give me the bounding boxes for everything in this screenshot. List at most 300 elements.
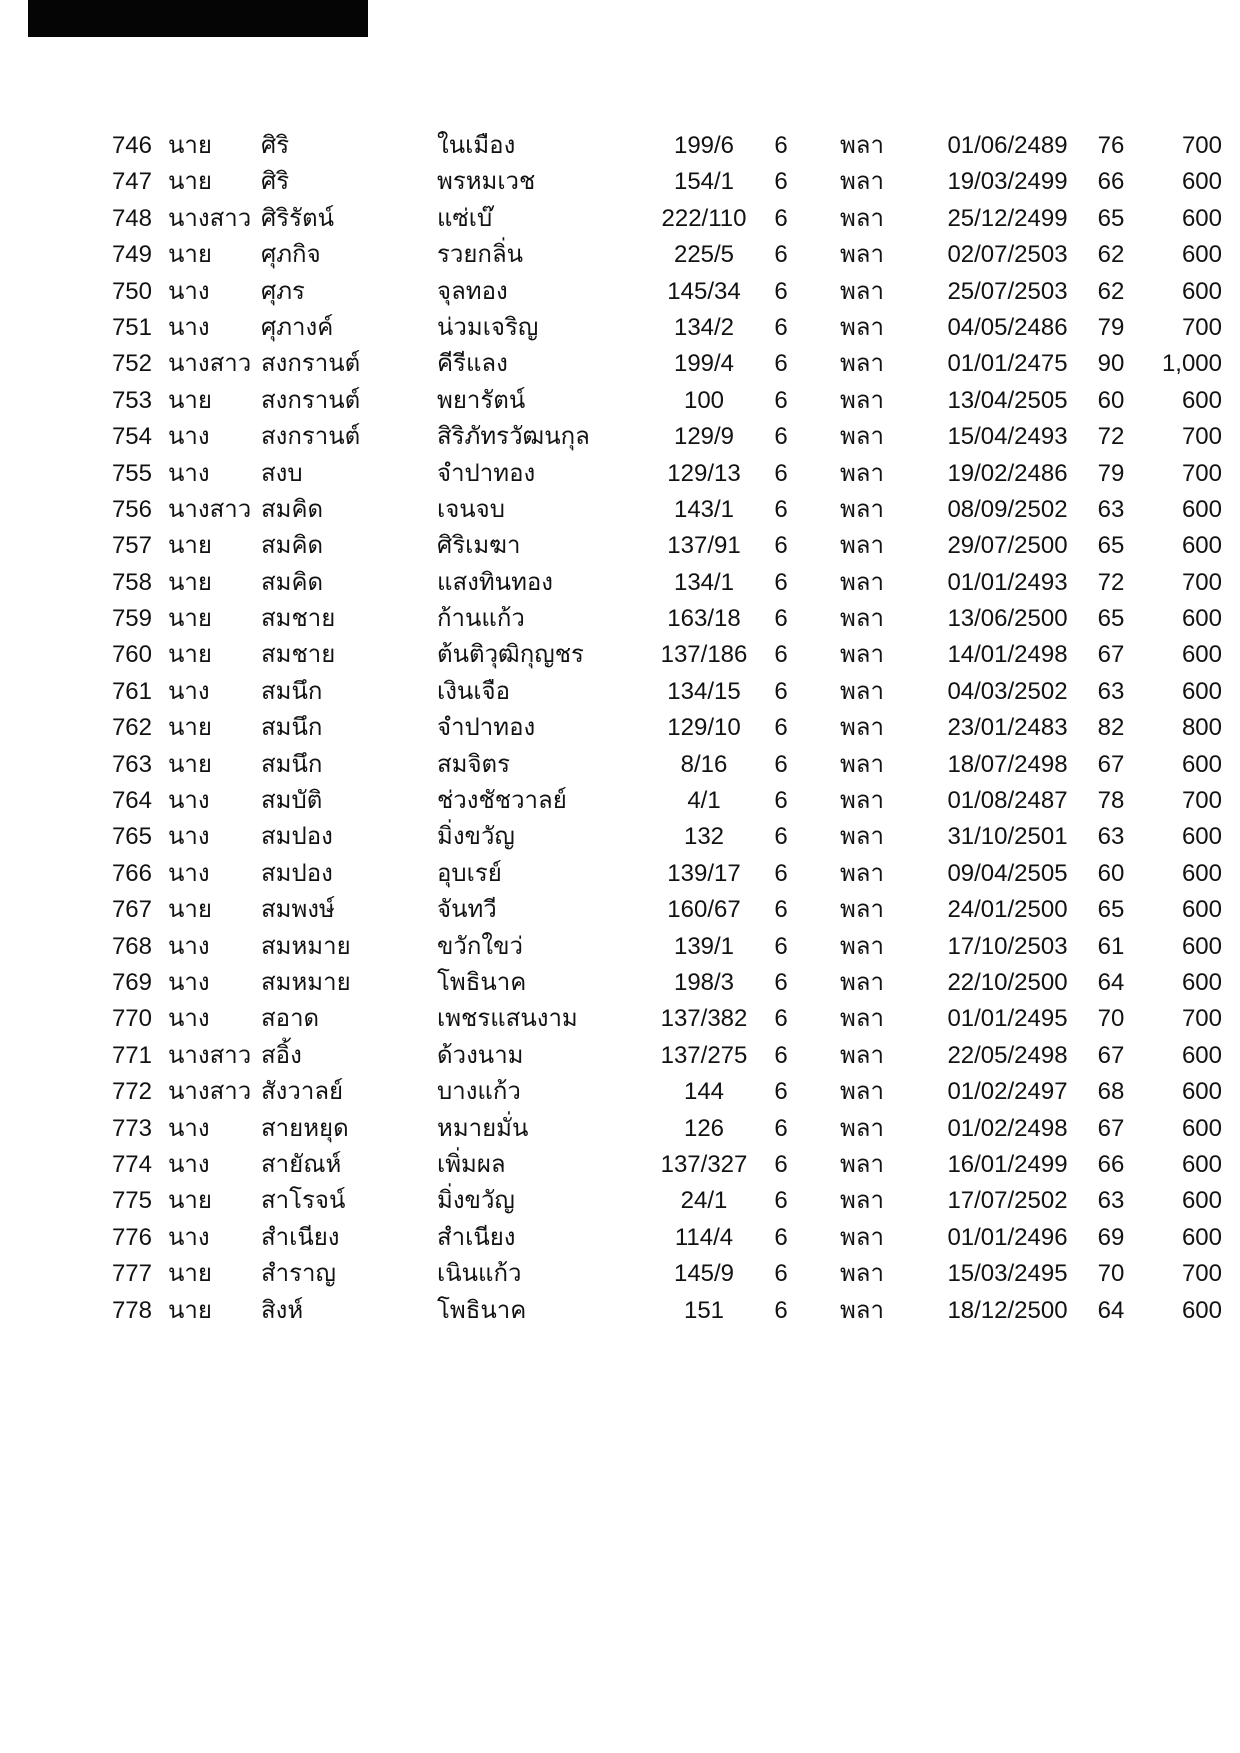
table-row <box>90 1183 1222 1219</box>
cell-subdistrict: พลา <box>839 1260 884 1288</box>
cell-age: 72 <box>1097 423 1125 451</box>
cell-first_name: สมพงษ์ <box>261 896 335 924</box>
cell-age: 70 <box>1097 1260 1125 1288</box>
cell-title: นาย <box>168 714 212 742</box>
cell-title: นาง <box>168 968 210 996</box>
cell-amount: 600 <box>1181 1078 1222 1106</box>
cell-last_name: สิริภัทรวัฒนกุล <box>437 423 590 451</box>
cell-first_name: ศุภางค์ <box>261 313 334 341</box>
cell-amount: 600 <box>1181 750 1222 778</box>
cell-moo: 6 <box>774 168 788 196</box>
table-row <box>90 164 1222 200</box>
cell-moo: 6 <box>774 896 788 924</box>
cell-row_no: 764 <box>111 787 152 815</box>
cell-title: นาย <box>168 605 212 633</box>
cell-birth_date: 01/01/2493 <box>947 568 1068 596</box>
cell-age: 82 <box>1097 714 1125 742</box>
table-row <box>90 892 1222 928</box>
cell-address_no: 163/18 <box>667 605 741 633</box>
cell-amount: 700 <box>1181 423 1222 451</box>
cell-moo: 6 <box>774 605 788 633</box>
cell-subdistrict: พลา <box>839 968 884 996</box>
cell-moo: 6 <box>774 132 788 159</box>
cell-subdistrict: พลา <box>839 241 884 269</box>
cell-address_no: 137/91 <box>667 532 741 560</box>
cell-amount: 600 <box>1181 495 1222 523</box>
cell-birth_date: 01/02/2498 <box>947 1114 1068 1142</box>
cell-moo: 6 <box>774 968 788 996</box>
cell-last_name: เนินแก้ว <box>437 1260 522 1288</box>
cell-moo: 6 <box>774 823 788 851</box>
cell-last_name: อุบเรย์ <box>437 859 502 887</box>
cell-last_name: ศิริเมฆา <box>437 532 521 560</box>
cell-last_name: หมายมั่น <box>437 1114 529 1142</box>
cell-amount: 600 <box>1181 204 1222 232</box>
cell-amount: 600 <box>1181 1041 1222 1069</box>
table-row <box>90 383 1222 419</box>
cell-age: 90 <box>1097 350 1125 378</box>
cell-address_no: 145/34 <box>667 277 741 305</box>
cell-birth_date: 01/01/2475 <box>947 350 1068 378</box>
cell-age: 76 <box>1097 132 1125 159</box>
cell-first_name: สมนึก <box>261 677 323 705</box>
cell-subdistrict: พลา <box>839 495 884 523</box>
cell-subdistrict: พลา <box>839 1223 884 1251</box>
cell-address_no: 100 <box>683 386 725 414</box>
cell-address_no: 199/4 <box>673 350 735 378</box>
cell-birth_date: 04/03/2502 <box>947 677 1068 705</box>
cell-row_no: 752 <box>111 350 152 378</box>
cell-moo: 6 <box>774 1187 788 1215</box>
cell-age: 63 <box>1097 1187 1125 1215</box>
cell-last_name: ด้วงนาม <box>437 1041 524 1069</box>
cell-amount: 700 <box>1181 787 1222 815</box>
cell-last_name: เงินเจือ <box>437 677 511 705</box>
cell-birth_date: 18/07/2498 <box>947 750 1068 778</box>
cell-last_name: จำปาทอง <box>437 714 536 742</box>
cell-title: นาง <box>168 313 210 341</box>
table-row <box>90 929 1222 965</box>
cell-first_name: สมปอง <box>261 823 333 851</box>
table-row <box>90 1147 1222 1183</box>
cell-last_name: ต้นติวุฒิกุญชร <box>437 641 584 669</box>
cell-title: นาง <box>168 823 210 851</box>
cell-moo: 6 <box>774 1260 788 1288</box>
cell-birth_date: 13/06/2500 <box>947 605 1068 633</box>
cell-subdistrict: พลา <box>839 1041 884 1069</box>
table-row <box>90 856 1222 892</box>
cell-title: นาย <box>168 750 212 778</box>
cell-row_no: 771 <box>111 1041 152 1069</box>
cell-first_name: สมคิด <box>261 568 324 596</box>
cell-subdistrict: พลา <box>839 714 884 742</box>
cell-title: นาย <box>168 1187 212 1215</box>
cell-last_name: พรหมเวช <box>437 168 536 196</box>
cell-age: 65 <box>1097 896 1125 924</box>
table-row <box>90 674 1222 710</box>
cell-first_name: สมคิด <box>261 495 324 523</box>
cell-title: นาย <box>168 568 212 596</box>
scan-artifact-black-bar <box>28 0 368 37</box>
cell-subdistrict: พลา <box>839 313 884 341</box>
cell-address_no: 114/4 <box>674 1223 734 1251</box>
cell-moo: 6 <box>774 495 788 523</box>
cell-subdistrict: พลา <box>839 1114 884 1142</box>
cell-first_name: สมนึก <box>261 714 323 742</box>
cell-title: นาย <box>168 168 212 196</box>
cell-age: 67 <box>1097 641 1125 669</box>
cell-age: 63 <box>1097 495 1125 523</box>
cell-row_no: 754 <box>111 423 152 451</box>
cell-subdistrict: พลา <box>839 459 884 487</box>
cell-age: 62 <box>1097 277 1125 305</box>
cell-birth_date: 15/03/2495 <box>947 1260 1068 1288</box>
cell-address_no: 8/16 <box>680 750 728 778</box>
cell-amount: 700 <box>1181 459 1222 487</box>
cell-row_no: 755 <box>111 459 152 487</box>
cell-amount: 700 <box>1181 132 1222 159</box>
cell-address_no: 24/1 <box>680 1187 728 1215</box>
cell-moo: 6 <box>774 641 788 669</box>
cell-row_no: 761 <box>111 677 152 705</box>
cell-age: 72 <box>1097 568 1125 596</box>
cell-amount: 700 <box>1181 1260 1222 1288</box>
cell-subdistrict: พลา <box>839 605 884 633</box>
cell-subdistrict: พลา <box>839 423 884 451</box>
cell-age: 66 <box>1097 168 1125 196</box>
cell-first_name: สายหยุด <box>261 1114 349 1142</box>
cell-birth_date: 09/04/2505 <box>947 859 1068 887</box>
cell-address_no: 132 <box>683 823 725 851</box>
cell-age: 66 <box>1097 1150 1125 1178</box>
cell-moo: 6 <box>774 568 788 596</box>
cell-first_name: สมนึก <box>261 750 323 778</box>
cell-age: 63 <box>1097 677 1125 705</box>
cell-title: นาย <box>168 1260 212 1288</box>
cell-moo: 6 <box>774 277 788 305</box>
cell-first_name: สงกรานต์ <box>261 350 361 378</box>
cell-last_name: เจนจบ <box>437 495 505 523</box>
cell-title: นาง <box>168 277 210 305</box>
cell-moo: 6 <box>774 1078 788 1106</box>
cell-birth_date: 17/07/2502 <box>947 1187 1068 1215</box>
cell-first_name: สงบ <box>261 459 303 487</box>
cell-title: นาง <box>168 1114 210 1142</box>
cell-moo: 6 <box>774 750 788 778</box>
cell-first_name: สิงห์ <box>261 1296 304 1324</box>
cell-first_name: สมหมาย <box>261 968 351 996</box>
cell-title: นางสาว <box>168 204 252 232</box>
cell-row_no: 759 <box>111 605 152 633</box>
table-row <box>90 419 1222 455</box>
cell-row_no: 768 <box>111 932 152 960</box>
cell-subdistrict: พลา <box>839 787 884 815</box>
cell-birth_date: 25/12/2499 <box>947 204 1068 232</box>
table-row <box>90 310 1222 346</box>
cell-birth_date: 01/02/2497 <box>947 1078 1068 1106</box>
cell-moo: 6 <box>774 787 788 815</box>
cell-title: นางสาว <box>168 350 252 378</box>
cell-title: นาย <box>168 386 212 414</box>
cell-age: 69 <box>1097 1223 1125 1251</box>
cell-birth_date: 23/01/2483 <box>947 714 1068 742</box>
cell-address_no: 145/9 <box>673 1260 735 1288</box>
table-row <box>90 528 1222 564</box>
table-row <box>90 1256 1222 1292</box>
cell-address_no: 154/1 <box>673 168 735 196</box>
cell-first_name: สอาด <box>261 1005 320 1033</box>
cell-address_no: 151 <box>683 1296 725 1324</box>
cell-amount: 700 <box>1181 313 1222 341</box>
cell-first_name: สาโรจน์ <box>261 1187 346 1215</box>
cell-address_no: 134/1 <box>673 568 735 596</box>
cell-subdistrict: พลา <box>839 168 884 196</box>
cell-title: นาง <box>168 423 210 451</box>
cell-moo: 6 <box>774 1150 788 1178</box>
cell-row_no: 772 <box>111 1078 152 1106</box>
cell-subdistrict: พลา <box>839 386 884 414</box>
cell-amount: 600 <box>1181 859 1222 887</box>
cell-age: 65 <box>1097 204 1125 232</box>
cell-row_no: 748 <box>111 204 152 232</box>
cell-amount: 600 <box>1181 532 1222 560</box>
cell-first_name: สอิ้ง <box>261 1041 302 1069</box>
cell-first_name: สงกรานต์ <box>261 423 361 451</box>
cell-row_no: 769 <box>111 968 152 996</box>
cell-last_name: ก้านแก้ว <box>437 605 525 633</box>
cell-birth_date: 14/01/2498 <box>947 641 1068 669</box>
cell-row_no: 756 <box>111 495 152 523</box>
cell-subdistrict: พลา <box>839 350 884 378</box>
cell-moo: 6 <box>774 350 788 378</box>
cell-title: นาง <box>168 1150 210 1178</box>
cell-address_no: 137/275 <box>660 1041 748 1069</box>
cell-last_name: โพธินาค <box>437 968 527 996</box>
cell-row_no: 765 <box>111 823 152 851</box>
cell-row_no: 777 <box>111 1260 152 1288</box>
table-row <box>90 128 1222 164</box>
cell-address_no: 143/1 <box>673 495 735 523</box>
cell-title: นาง <box>168 677 210 705</box>
roster-table <box>90 128 1222 1329</box>
cell-amount: 600 <box>1181 968 1222 996</box>
cell-birth_date: 22/05/2498 <box>947 1041 1068 1069</box>
cell-birth_date: 31/10/2501 <box>947 823 1068 851</box>
table-row <box>90 237 1222 273</box>
cell-age: 65 <box>1097 532 1125 560</box>
cell-amount: 600 <box>1181 677 1222 705</box>
cell-moo: 6 <box>774 532 788 560</box>
cell-amount: 600 <box>1181 605 1222 633</box>
roster-table-body <box>90 128 1222 1329</box>
cell-birth_date: 01/08/2487 <box>947 787 1068 815</box>
cell-last_name: แซ่เบ๊ <box>437 204 493 232</box>
cell-last_name: คีรีแลง <box>437 350 508 378</box>
cell-last_name: เพชรแสนงาม <box>437 1005 578 1033</box>
table-row <box>90 274 1222 310</box>
cell-first_name: ศิริรัตน์ <box>261 204 335 232</box>
cell-moo: 6 <box>774 423 788 451</box>
cell-address_no: 144 <box>683 1078 725 1106</box>
cell-birth_date: 25/07/2503 <box>947 277 1068 305</box>
cell-address_no: 137/186 <box>660 641 748 669</box>
cell-birth_date: 29/07/2500 <box>947 532 1068 560</box>
cell-last_name: จำปาทอง <box>437 459 536 487</box>
cell-address_no: 129/10 <box>667 714 741 742</box>
table-row <box>90 1293 1222 1329</box>
table-row <box>90 565 1222 601</box>
cell-title: นาย <box>168 1296 212 1324</box>
table-row <box>90 346 1222 382</box>
cell-address_no: 139/17 <box>667 859 741 887</box>
cell-title: นาง <box>168 932 210 960</box>
cell-birth_date: 18/12/2500 <box>947 1296 1068 1324</box>
cell-subdistrict: พลา <box>839 932 884 960</box>
cell-birth_date: 13/04/2505 <box>947 386 1068 414</box>
cell-birth_date: 01/01/2495 <box>947 1005 1068 1033</box>
cell-row_no: 763 <box>111 750 152 778</box>
cell-last_name: ในเมือง <box>437 132 516 159</box>
cell-subdistrict: พลา <box>839 750 884 778</box>
cell-address_no: 199/6 <box>673 132 735 159</box>
cell-birth_date: 24/01/2500 <box>947 896 1068 924</box>
cell-last_name: ช่วงชัชวาลย์ <box>437 787 567 815</box>
cell-row_no: 753 <box>111 386 152 414</box>
table-row <box>90 747 1222 783</box>
cell-first_name: สมชาย <box>261 641 336 669</box>
cell-moo: 6 <box>774 1005 788 1033</box>
cell-age: 65 <box>1097 605 1125 633</box>
cell-first_name: สมหมาย <box>261 932 351 960</box>
cell-amount: 600 <box>1181 1187 1222 1215</box>
table-row <box>90 601 1222 637</box>
cell-address_no: 4/1 <box>687 787 721 815</box>
cell-first_name: สังวาลย์ <box>261 1078 344 1106</box>
cell-first_name: ศุภกิจ <box>261 241 321 269</box>
cell-subdistrict: พลา <box>839 1005 884 1033</box>
cell-birth_date: 08/09/2502 <box>947 495 1068 523</box>
cell-first_name: สมปอง <box>261 859 333 887</box>
cell-first_name: สมคิด <box>261 532 324 560</box>
cell-subdistrict: พลา <box>839 1187 884 1215</box>
cell-row_no: 747 <box>111 168 152 196</box>
cell-row_no: 762 <box>111 714 152 742</box>
cell-subdistrict: พลา <box>839 132 884 159</box>
cell-row_no: 775 <box>111 1187 152 1215</box>
cell-subdistrict: พลา <box>839 1078 884 1106</box>
cell-birth_date: 17/10/2503 <box>947 932 1068 960</box>
cell-last_name: สำเนียง <box>437 1223 516 1251</box>
cell-title: นาง <box>168 1005 210 1033</box>
cell-amount: 600 <box>1181 823 1222 851</box>
cell-title: นางสาว <box>168 1078 252 1106</box>
cell-moo: 6 <box>774 714 788 742</box>
cell-row_no: 757 <box>111 532 152 560</box>
table-row <box>90 965 1222 1001</box>
cell-amount: 600 <box>1181 1296 1222 1324</box>
cell-age: 79 <box>1097 313 1125 341</box>
cell-last_name: บางแก้ว <box>437 1078 521 1106</box>
cell-row_no: 776 <box>111 1223 152 1251</box>
cell-address_no: 139/1 <box>673 932 735 960</box>
cell-last_name: ขวักใขว่ <box>437 932 524 960</box>
cell-age: 61 <box>1097 932 1125 960</box>
cell-last_name: เพิ่มผล <box>437 1150 506 1178</box>
cell-first_name: สงกรานต์ <box>261 386 361 414</box>
cell-amount: 600 <box>1181 1114 1222 1142</box>
cell-row_no: 746 <box>111 132 152 159</box>
cell-amount: 600 <box>1181 641 1222 669</box>
cell-last_name: น่วมเจริญ <box>437 313 539 341</box>
cell-title: นางสาว <box>168 495 252 523</box>
cell-title: นาย <box>168 896 212 924</box>
cell-amount: 600 <box>1181 1150 1222 1178</box>
cell-birth_date: 15/04/2493 <box>947 423 1068 451</box>
cell-age: 64 <box>1097 1296 1125 1324</box>
cell-moo: 6 <box>774 859 788 887</box>
cell-amount: 700 <box>1181 1005 1222 1033</box>
table-row <box>90 201 1222 237</box>
cell-age: 70 <box>1097 1005 1125 1033</box>
cell-subdistrict: พลา <box>839 277 884 305</box>
cell-address_no: 198/3 <box>673 968 735 996</box>
cell-last_name: มิ่งขวัญ <box>437 823 515 851</box>
cell-moo: 6 <box>774 313 788 341</box>
cell-last_name: แสงทินทอง <box>437 568 554 596</box>
cell-first_name: สำเนียง <box>261 1223 340 1251</box>
table-row <box>90 1074 1222 1110</box>
cell-address_no: 160/67 <box>667 896 741 924</box>
cell-birth_date: 01/06/2489 <box>947 132 1068 159</box>
cell-moo: 6 <box>774 386 788 414</box>
cell-age: 67 <box>1097 1114 1125 1142</box>
table-row <box>90 492 1222 528</box>
cell-title: นางสาว <box>168 1041 252 1069</box>
cell-amount: 600 <box>1181 277 1222 305</box>
cell-birth_date: 19/02/2486 <box>947 459 1068 487</box>
cell-last_name: รวยกลิ่น <box>437 241 524 269</box>
cell-subdistrict: พลา <box>839 859 884 887</box>
cell-first_name: ศิริ <box>261 132 290 159</box>
cell-birth_date: 19/03/2499 <box>947 168 1068 196</box>
cell-subdistrict: พลา <box>839 1296 884 1324</box>
cell-row_no: 766 <box>111 859 152 887</box>
cell-amount: 600 <box>1181 932 1222 960</box>
cell-amount: 600 <box>1181 168 1222 196</box>
cell-age: 68 <box>1097 1078 1125 1106</box>
cell-amount: 800 <box>1181 714 1222 742</box>
cell-row_no: 758 <box>111 568 152 596</box>
cell-row_no: 767 <box>111 896 152 924</box>
table-row <box>90 783 1222 819</box>
cell-moo: 6 <box>774 1041 788 1069</box>
table-row <box>90 1001 1222 1037</box>
cell-row_no: 773 <box>111 1114 152 1142</box>
cell-first_name: สมบัติ <box>261 787 323 815</box>
cell-subdistrict: พลา <box>839 677 884 705</box>
cell-subdistrict: พลา <box>839 823 884 851</box>
cell-moo: 6 <box>774 1114 788 1142</box>
cell-last_name: จุลทอง <box>437 277 508 305</box>
cell-amount: 600 <box>1181 1223 1222 1251</box>
table-row <box>90 1111 1222 1147</box>
cell-last_name: โพธินาค <box>437 1296 527 1324</box>
cell-moo: 6 <box>774 1296 788 1324</box>
cell-amount: 1,000 <box>1161 350 1222 378</box>
cell-address_no: 129/9 <box>673 423 735 451</box>
cell-age: 79 <box>1097 459 1125 487</box>
table-row <box>90 819 1222 855</box>
